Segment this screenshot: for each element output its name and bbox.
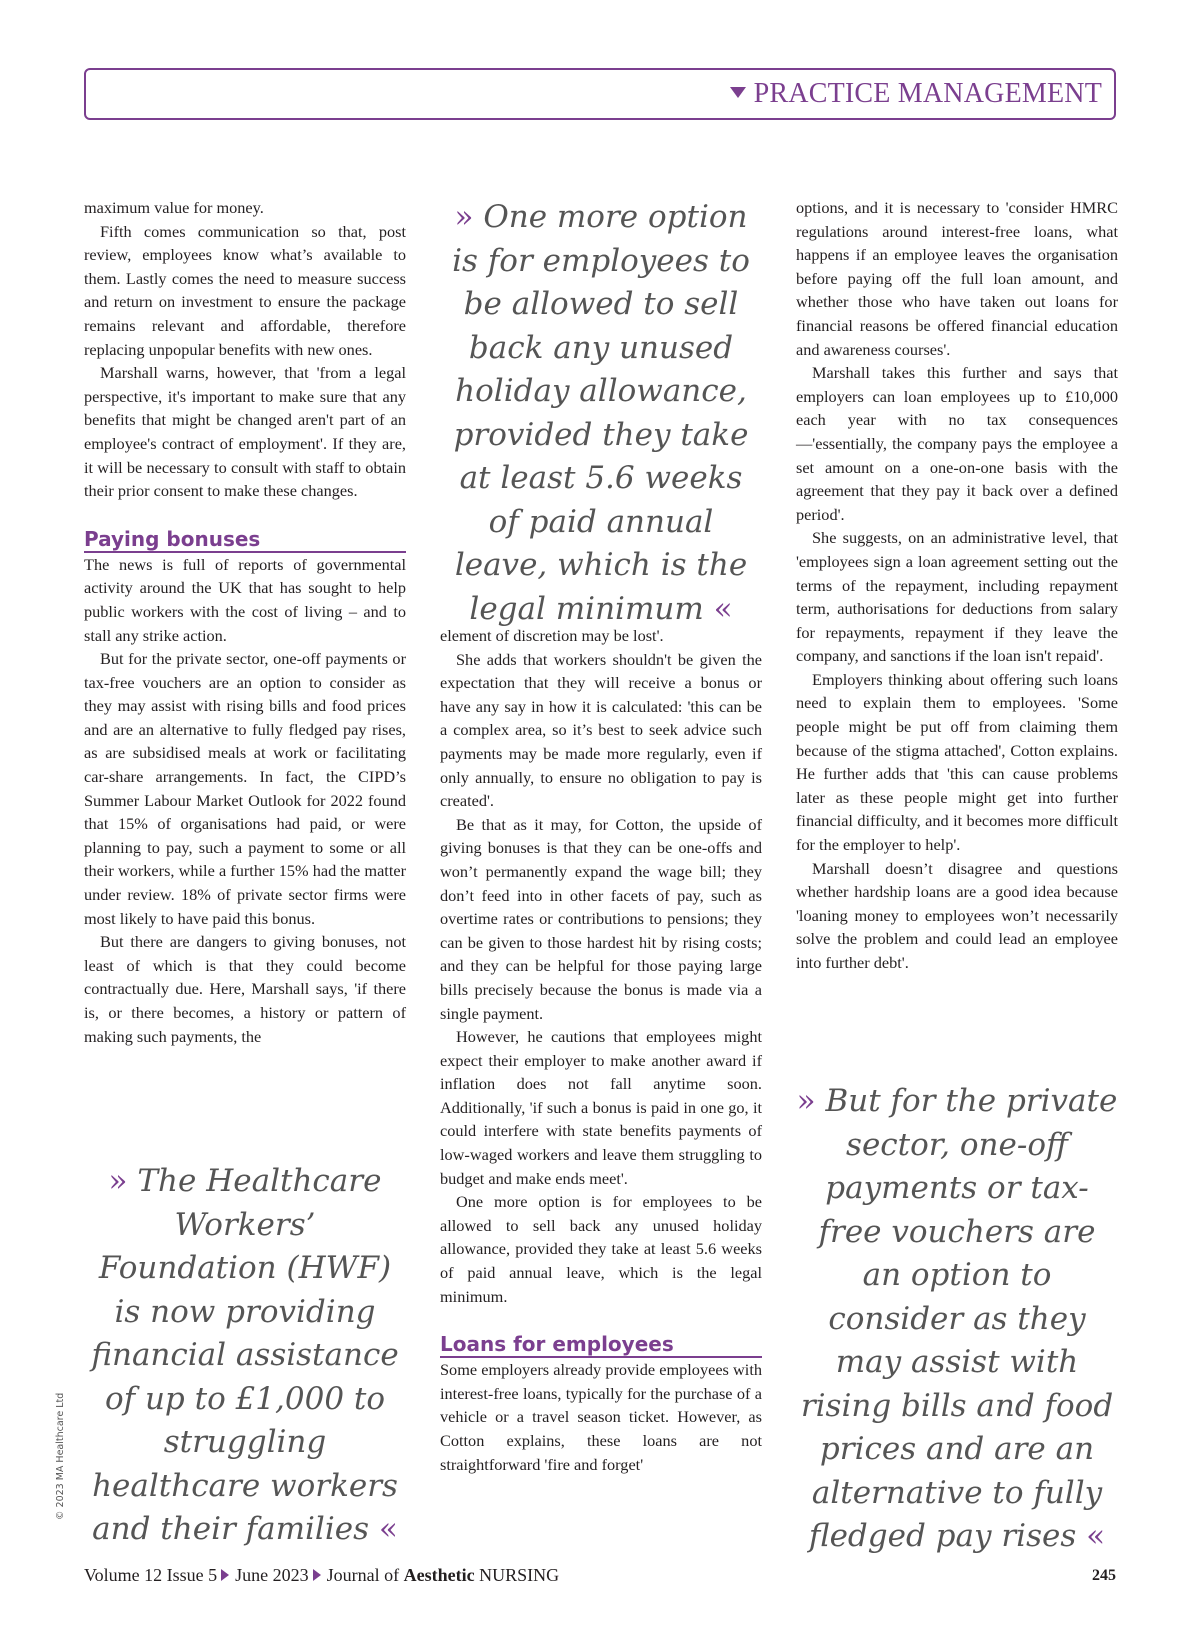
pullquote-text: The Healthcare Workers’ Foundation (HWF) is now providing financial assistance of up to £1,000 to struggling healthcare workers and their families: [91, 1163, 399, 1547]
quote-close-mark: «: [1086, 1518, 1106, 1554]
quote-open-mark: »: [454, 199, 474, 235]
copyright-notice: © 2023 MA Healthcare Ltd: [55, 1392, 66, 1520]
paragraph: One more option is for employees to be allowed to sell back any unused holiday allowance, provided they take at least 5.6 weeks of paid annual leave, which is the legal minimum.: [440, 1192, 762, 1306]
section-label-text: PRACTICE MANAGEMENT: [753, 78, 1102, 109]
paragraph: Marshall takes this further and says that employers can loan employees up to £10,000 each year with no tax consequences —'essentially, the company pays the employee a set amount on a one-on-one basis with the agreement that they pay it back over a defined period'.: [796, 363, 1118, 524]
section-label: [730, 78, 1102, 110]
paragraph: The news is full of reports of governmental activity around the UK that has sought to help public workers with the cost of living – and to stall any strike action.: [84, 554, 406, 645]
paragraph: However, he cautions that employees might expect their employer to make another award if inflation does not fall anytime soon. Additionally, 'if such a bonus is paid in one go, it could interfere with state benefits payments of low-waged workers and leave them struggling to budget and make ends meet'.: [440, 1027, 762, 1188]
column-3: [796, 196, 1118, 975]
pullquote-text: But for the private sector, one-off payments or tax-free vouchers are an option to consider as they may assist with rising bills and food prices and are an alternative to fully fledged pay rises: [800, 1083, 1118, 1554]
pullquote-text: One more option is for employees to be allowed to sell back any unused holiday allowance, provided they take at least 5.6 weeks of paid annual leave, which is the legal minimum: [452, 199, 750, 627]
paragraph: maximum value for money.: [84, 198, 264, 217]
footer-volume: Volume 12 Issue 5: [84, 1565, 218, 1585]
paragraph: options, and it is necessary to 'consider HMRC regulations around interest-free loans, what happens if an employee leaves the organisation before paying off the full loan amount, and whether those who have taken out loans for financial reasons be offered financial education and awareness courses'.: [796, 198, 1118, 359]
quote-close-mark: «: [713, 590, 733, 627]
paragraph: element of discretion may be lost'.: [440, 626, 664, 645]
pullquote-left: [84, 1160, 406, 1552]
pullquote-right: [796, 1080, 1118, 1559]
paragraph: Marshall warns, however, that 'from a legal perspective, it's important to make sure that any benefits that might be changed aren't part of an employee's contract of employment'. If they are, it will be necessary to consult with staff to obtain their prior consent to make these changes.: [84, 363, 406, 501]
quote-open-mark: »: [796, 1083, 816, 1119]
paragraph: Marshall doesn’t disagree and questions whether hardship loans are a good idea because 'loaning money to employees won’t necessarily solve the problem and could lead an employee into further debt'.: [796, 858, 1118, 972]
pullquote-top: [440, 196, 762, 631]
column-2: [440, 624, 762, 1476]
footer-journal-suffix: NURSING: [479, 1565, 560, 1585]
footer-journal-prefix: Journal of: [326, 1565, 400, 1585]
triangle-right-icon: [313, 1569, 321, 1581]
footer-journal-bold: Aesthetic: [403, 1565, 475, 1585]
paragraph: Some employers already provide employees with interest-free loans, typically for the purchase of a vehicle or a travel season ticket. However, as Cotton explains, these loans are not straightforward 'fire and forget': [440, 1360, 762, 1474]
quote-close-mark: «: [378, 1511, 398, 1547]
quote-open-mark: »: [108, 1163, 128, 1199]
page-number: 245: [1092, 1567, 1116, 1584]
paragraph: Be that as it may, for Cotton, the upside of giving bonuses is that they can be one-offs and won’t permanently expand the wage bill; they don’t feed into in other facets of pay, such as overtime rates or contributions to pensions; they can be given to those hardest hit by rising costs; and they can be helpful for those paying large bills precisely because the bonus is made via a single payment.: [440, 814, 762, 1023]
subheading-paying-bonuses: Paying bonuses: [84, 527, 406, 553]
triangle-down-icon: [730, 87, 746, 98]
paragraph: She adds that workers shouldn't be given the expectation that they will receive a bonus or have any say in how it is calculated: 'this can be a complex area, so it’s best to seek advice such payments may be made more regularly, even if only annually, to ensure no obligation to pay is created'.: [440, 649, 762, 811]
paragraph: But for the private sector, one-off payments or tax-free vouchers are an option to consider as they may assist with rising bills and food prices and are an alternative to fully fledged pay rises, as are subsidised meals at work or facilitating car-share arrangements. In fact, the CIPD’s Summer Labour Market Outlook for 2022 found that 15% of organisations had paid, or were planning to pay, such a payment to some or all their workers, while a further 15% had the matter under review. 18% of private sector firms were most likely to have paid this bonus.: [84, 649, 406, 928]
footer-date: June 2023: [235, 1565, 309, 1585]
triangle-right-icon: [221, 1569, 229, 1581]
paragraph: Employers thinking about offering such loans need to explain them to employees. 'Some people might be put off from claiming them because of the stigma attached', Cotton explains. He further adds that 'this can cause problems later as these people might get into further financial difficulty, and it becomes more difficult for the employer to help'.: [796, 669, 1118, 855]
paragraph: But there are dangers to giving bonuses, not least of which is that they could become contractually due. Here, Marshall says, 'if there is, or there becomes, a history or pattern of making such payments, the: [84, 932, 406, 1046]
subheading-loans: Loans for employees: [440, 1332, 762, 1358]
paragraph: Fifth comes communication so that, post review, employees know what’s available to them. Lastly comes the need to measure success and return on investment to ensure the package remains relevant and affordable, therefore replacing unpopular benefits with new ones.: [84, 221, 406, 359]
footer: [84, 1565, 559, 1586]
column-1: [84, 196, 406, 1048]
paragraph: She suggests, on an administrative level, that 'employees sign a loan agreement setting out the terms of the repayment, including repayment term, authorisations for deductions from salary for repayments, repayment if they leave the company, and sanctions if the loan isn't repaid'.: [796, 528, 1118, 666]
section-header: [84, 68, 1116, 120]
